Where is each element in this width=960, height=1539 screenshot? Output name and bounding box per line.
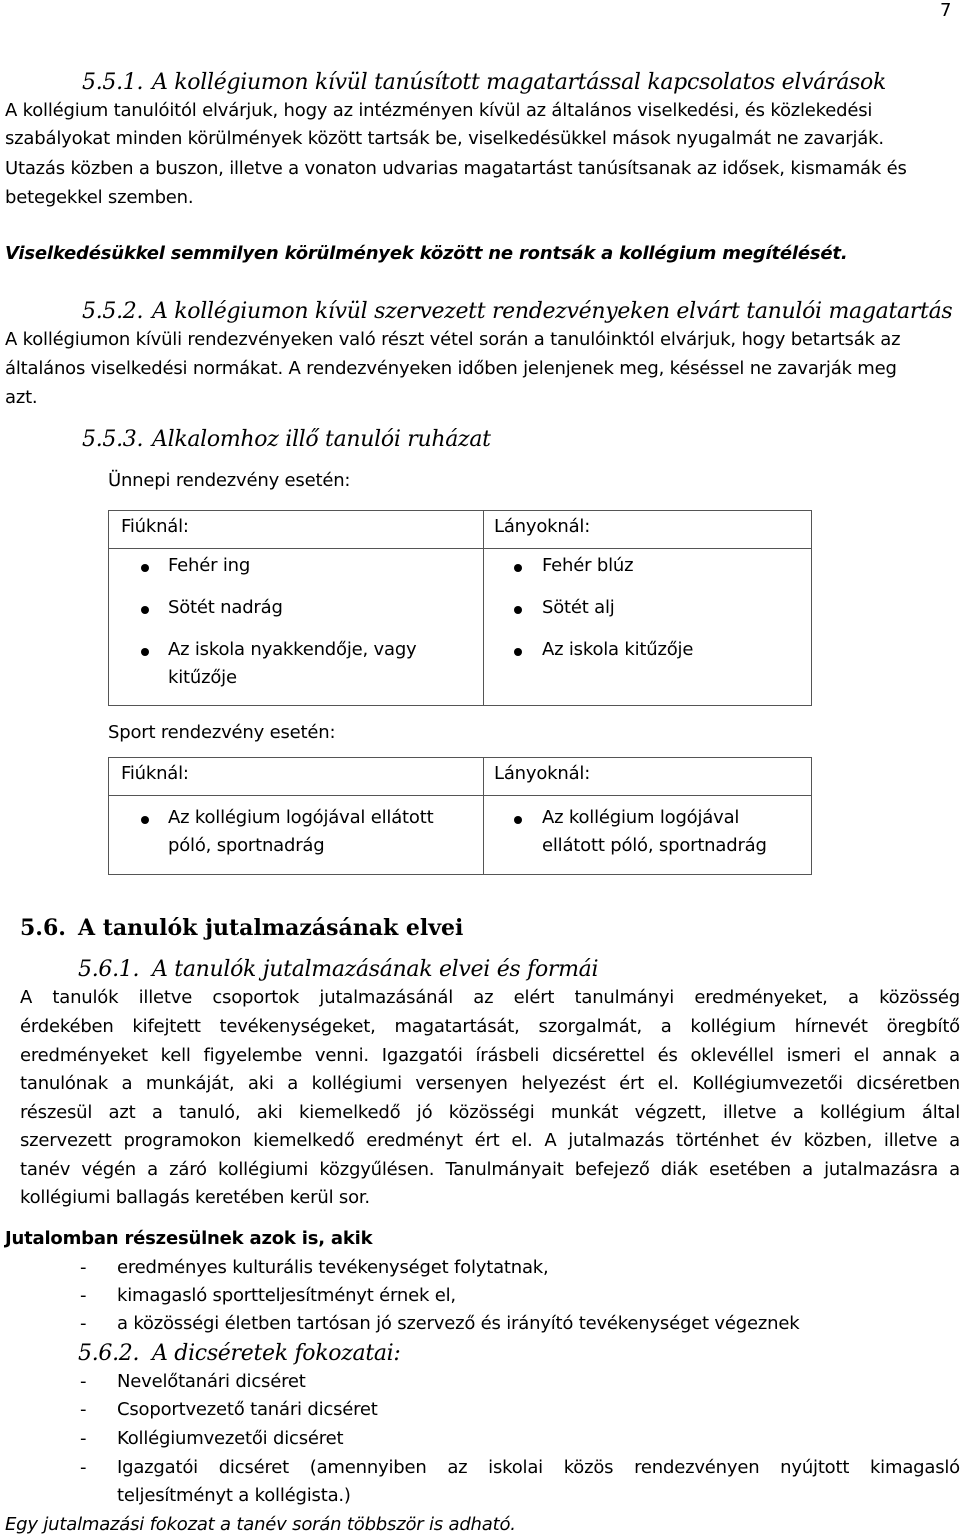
section-5-6-1-number: 5.6.1. <box>78 957 140 982</box>
list-dash: - <box>80 1313 87 1334</box>
s561-line-8: kollégiumi ballagás keretében kerül sor. <box>20 1187 370 1208</box>
sport-girls-box <box>483 757 812 875</box>
festive-boys-item-2: Sötét nadrág <box>168 597 283 618</box>
s551-line-1: A kollégium tanulóitól elvárjuk, hogy az intézményen kívül az általános viselkedési, és közlekedési <box>5 100 873 121</box>
s551-line-3: Utazás közben a buszon, illetve a vonaton udvarias magatartást tanúsítsanak az idősek, kismamák és <box>5 158 907 179</box>
list-dash: - <box>80 1371 87 1392</box>
festive-girls-item-1: Fehér blúz <box>542 555 634 576</box>
festive-girls-header <box>484 511 811 549</box>
sport-boys-box <box>108 757 484 875</box>
bullet-icon <box>514 564 522 572</box>
bullet-icon <box>141 648 149 656</box>
s561-line-5: részesül azt a tanuló, aki kiemelkedő jó közösségi munkát végzett, illetve a kollégium által <box>20 1102 960 1123</box>
section-5-5-1-title: A kollégiumon kívül tanúsított magatartással kapcsolatos elvárások <box>152 70 887 95</box>
footnote: Egy jutalmazási fokozat a tanév során többször is adható. <box>5 1514 516 1535</box>
praise-item-2: Csoportvezető tanári dicséret <box>117 1399 378 1420</box>
sport-boys-item-1: Az kollégium logójával ellátott <box>168 807 434 828</box>
page-number: 7 <box>940 0 952 21</box>
sport-girls-item-1: Az kollégium logójával <box>542 807 740 828</box>
praise-item-4-cont: teljesítményt a kollégista.) <box>117 1485 351 1506</box>
s561-line-6: szervezett programokon kiemelkedő eredményt ért el. A jutalmazás történhet év közben, illetve a <box>20 1130 960 1151</box>
festive-girls-head: Lányoknál: <box>494 516 591 537</box>
list-dash: - <box>80 1285 87 1306</box>
section-5-6-2-title: A dicséretek fokozatai: <box>152 1341 401 1366</box>
festive-boys-head: Fiúknál: <box>121 516 189 537</box>
s551-emphasis: Viselkedésükkel semmilyen körülmények között ne rontsák a kollégium megítélését. <box>5 243 848 264</box>
festive-girls-item-3: Az iskola kitűzője <box>542 639 694 660</box>
list-dash: - <box>80 1428 87 1449</box>
section-5-5-2-number: 5.5.2. <box>82 299 144 324</box>
festive-girls-item-2: Sötét alj <box>542 597 615 618</box>
festive-girls-box <box>483 510 812 706</box>
s551-line-4: betegekkel szemben. <box>5 187 194 208</box>
s552-line-3: azt. <box>5 387 38 408</box>
sport-girls-header <box>484 758 811 796</box>
bullet-icon <box>514 816 522 824</box>
s561-line-7: tanév végén a záró kollégiumi közgyűlésen. Tanulmányait befejező diák esetében a jutalmazásra a <box>20 1159 960 1180</box>
sport-boys-header <box>109 758 483 796</box>
sport-girls-item-1-cont: ellátott póló, sportnadrág <box>542 835 767 856</box>
section-5-5-1-number: 5.5.1. <box>82 70 144 95</box>
festive-boys-box <box>108 510 484 706</box>
list-dash: - <box>80 1399 87 1420</box>
section-5-5-3-title: Alkalomhoz illő tanulói ruházat <box>152 427 491 452</box>
sport-label: Sport rendezvény esetén: <box>108 722 336 743</box>
section-5-6-1-title: A tanulók jutalmazásának elvei és formái <box>152 957 599 982</box>
festive-label: Ünnepi rendezvény esetén: <box>108 470 351 491</box>
s552-line-1: A kollégiumon kívüli rendezvényeken való részt vétel során a tanulóinktól elvárjuk, hogy betartsák az <box>5 329 901 350</box>
list-dash: - <box>80 1257 87 1278</box>
bullet-icon <box>141 816 149 824</box>
festive-boys-header <box>109 511 483 549</box>
s552-line-2: általános viselkedési normákat. A rendezvényeken időben jelenjenek meg, késéssel ne zavarják meg <box>5 358 897 379</box>
section-5-6-title: A tanulók jutalmazásának elvei <box>78 915 464 941</box>
festive-boys-item-3: Az iskola nyakkendője, vagy <box>168 639 417 660</box>
praise-item-1: Nevelőtanári dicséret <box>117 1371 306 1392</box>
s561-line-4: tanulónak a munkáját, aki a kollégiumi versenyen helyezést ért el. Kollégiumvezetői dicséretben <box>20 1073 960 1094</box>
bullet-icon <box>141 606 149 614</box>
section-5-6-number: 5.6. <box>20 915 66 941</box>
festive-boys-item-1: Fehér ing <box>168 555 251 576</box>
festive-boys-item-3-cont: kitűzője <box>168 667 237 688</box>
s561-line-1: A tanulók illetve csoportok jutalmazásánál az elért tanulmányi eredményeket, a közösség <box>20 987 960 1008</box>
s551-line-2: szabályokat minden körülmények között tartsák be, viselkedésükkel mások nyugalmát ne zavarják. <box>5 128 884 149</box>
bullet-icon <box>141 564 149 572</box>
sport-girls-head: Lányoknál: <box>494 763 591 784</box>
reward-item-2: kimagasló sportteljesítményt érnek el, <box>117 1285 456 1306</box>
section-5-5-3-number: 5.5.3. <box>82 427 144 452</box>
bullet-icon <box>514 648 522 656</box>
sport-boys-item-1-cont: póló, sportnadrág <box>168 835 325 856</box>
praise-item-3: Kollégiumvezetői dicséret <box>117 1428 344 1449</box>
s561-line-2: érdekében kifejtett tevékenységeket, magatartását, szorgalmát, a kollégium hírnevét öregbítő <box>20 1016 960 1037</box>
bullet-icon <box>514 606 522 614</box>
reward-item-3: a közösségi életben tartósan jó szervező és irányító tevékenységet végeznek <box>117 1313 800 1334</box>
section-5-6-2-number: 5.6.2. <box>78 1341 140 1366</box>
sport-boys-head: Fiúknál: <box>121 763 189 784</box>
reward-item-1: eredményes kulturális tevékenységet folytatnak, <box>117 1257 549 1278</box>
list-dash: - <box>80 1457 87 1478</box>
section-5-5-2-title: A kollégiumon kívül szervezett rendezvényeken elvárt tanulói magatartás <box>152 299 953 324</box>
praise-item-4: Igazgatói dicséret (amennyiben az iskolai közös rendezvényen nyújtott kimagasló <box>117 1457 960 1478</box>
reward-label: Jutalomban részesülnek azok is, akik <box>5 1228 373 1249</box>
s561-line-3: eredményeket kell figyelembe venni. Igazgatói írásbeli dicsérettel és oklevéllel ismeri el annak a <box>20 1045 960 1066</box>
